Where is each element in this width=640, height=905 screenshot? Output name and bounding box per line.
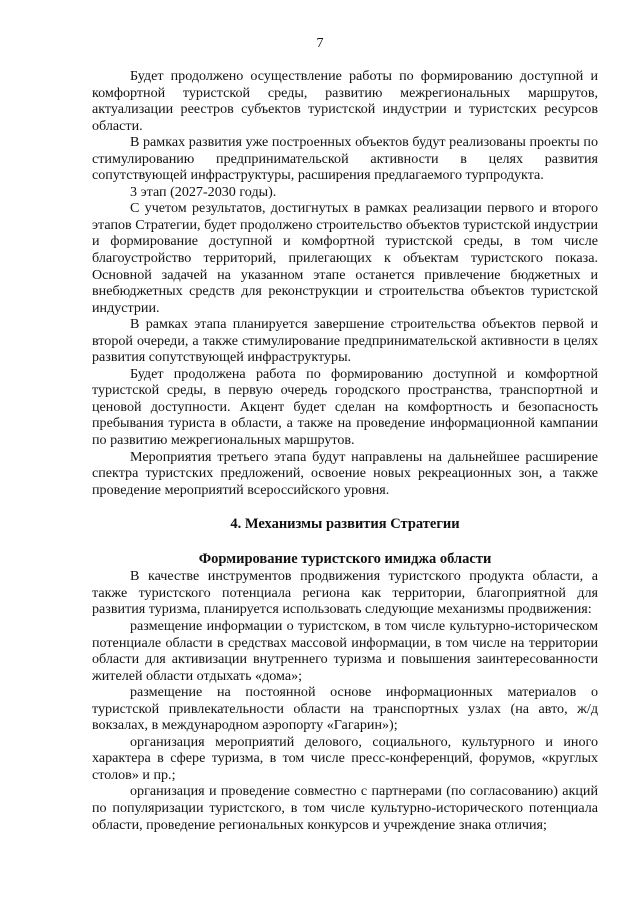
paragraph: 3 этап (2027-2030 годы). — [130, 183, 277, 200]
page-number: 7 — [316, 36, 324, 51]
list-item: организация и проведение совместно с партнерами (по согласованию) акций по популяризации туристского, в том числе культурно-исторического потенциала области, проведение региональных конкурсов и учреждение знака отличия; — [92, 783, 598, 833]
paragraph: Мероприятия третьего этапа будут направлены на дальнейшее расширение спектра туристских предложений, освоение новых рекреационных зон, а также проведение мероприятий всероссийского уровня. — [92, 448, 598, 498]
subsection-heading: Формирование туристского имиджа области — [198, 550, 492, 567]
list-item: размещение на постоянной основе информационных материалов о туристской привлекательности области на транспортных узлах (на авто, ж/д вокзалах, в международном аэропорту «Гагарин»); — [92, 684, 598, 734]
paragraph: В рамках этапа планируется завершение строительства объектов первой и второй очереди, а также стимулирование предпринимательской активности в целях развития сопутствующей инфраструктуры. — [92, 316, 598, 366]
paragraph: Будет продолжено осуществление работы по формированию доступной и комфортной туристской среды, развитию межрегиональных маршрутов, актуализации реестров субъектов туристской индустрии и туристских ресурсов области. — [92, 68, 598, 134]
paragraph: С учетом результатов, достигнутых в рамках реализации первого и второго этапов Стратегии, будет продолжено строительство объектов туристской индустрии и формирование доступной и комфортной туристской среды, в том числе благоустройство территорий, прилегающих к объектам туристского показа. Основной задачей на указанном этапе останется привлечение бюджетных и внебюджетных средств для реконструкции и строительства объектов туристской индустрии. — [92, 200, 598, 316]
section-heading: 4. Механизмы развития Стратегии — [230, 516, 460, 533]
paragraph: Будет продолжена работа по формированию доступной и комфортной туристской среды, в первую очередь городского пространства, транспортной и ценовой доступности. Акцент будет сделан на комфортность и безопасность пребывания туриста в области, а также на проведение информационной кампании по развитию межрегиональных маршрутов. — [92, 365, 598, 449]
list-item: организация мероприятий делового, социального, культурного и иного характера в сфере туризма, в том числе пресс-конференций, форумов, «круглых столов» и пр.; — [92, 733, 598, 783]
paragraph: В рамках развития уже построенных объектов будут реализованы проекты по стимулированию предпринимательской активности в целях развития сопутствующей инфраструктуры, расширения предлагаемого турпродукта. — [92, 134, 598, 184]
document-body — [92, 68, 598, 833]
paragraph: В качестве инструментов продвижения туристского продукта области, а также туристского потенциала региона как территории, благоприятной для развития туризма, планируется использовать следующие механизмы продвижения: — [92, 568, 598, 618]
list-item: размещение информации о туристском, в том числе культурно-историческом потенциале области в средствах массовой информации, в том числе на территории области для активизации внутреннего туризма и повышения заинтересованности жителей области отдыхать «дома»; — [92, 617, 598, 684]
